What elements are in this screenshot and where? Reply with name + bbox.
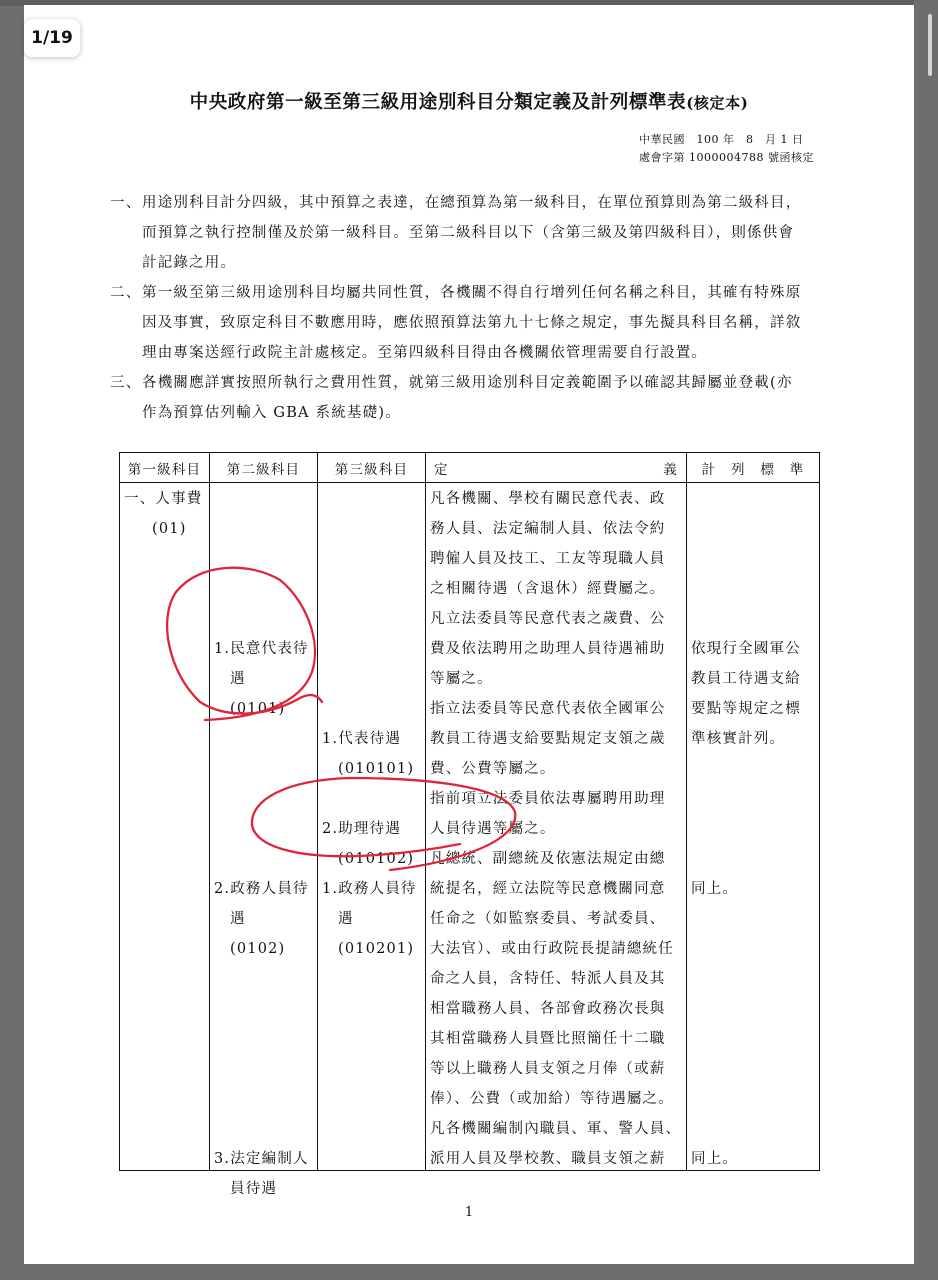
note-2 (110, 278, 830, 368)
header-standard: 計 列 標 準 (687, 453, 820, 483)
cell-text: 遇 (230, 911, 246, 927)
definition-line: 命之人員，含特任、特派人員及其 (430, 971, 666, 987)
notes-section (110, 188, 830, 428)
definition-line: 大法官）、或由行政院長提請總統任 (430, 941, 674, 957)
definition-line: 聘僱人員及技工、工友等現職人員 (430, 551, 666, 567)
cell-text: (01) (152, 521, 187, 537)
definition-line: 務人員、法定編制人員、依法令約 (430, 521, 666, 537)
cell-text: 3.法定編制人 (214, 1151, 309, 1167)
cell-text: 準核實計列。 (691, 731, 786, 747)
cell-text: 2.政務人員待 (214, 881, 309, 897)
definition-line: 指前項立法委員依法專屬聘用助理 (430, 791, 666, 807)
definition-line: 其相當職務人員暨比照簡任十二職 (430, 1031, 666, 1047)
cell-text: (010102) (338, 851, 415, 867)
note-line: 而預算之執行控制僅及於第一級科目。至第二級科目以下（含第三級及第四級科目），則係供會 (142, 225, 795, 241)
definition-line: 統提名，經立法院等民意機關同意 (430, 881, 666, 897)
cell-text: 同上。 (691, 1151, 739, 1167)
note-number: 一、 (110, 195, 142, 211)
note-line: 計記錄之用。 (142, 255, 237, 271)
cell-text: 教員工待遇支給 (691, 671, 801, 687)
definition-line: 凡各機關編制內職員、軍、警人員、 (430, 1121, 682, 1137)
definition-line: 費、公費等屬之。 (430, 761, 556, 777)
cell-text: 員待遇 (230, 1181, 278, 1197)
note-line: 作為預算估列輸入 GBA 系統基礎)。 (142, 405, 401, 421)
header-level1: 第一級科目 (120, 453, 210, 483)
cell-text: 同上。 (691, 881, 739, 897)
header-definition-right: 義 (663, 461, 678, 478)
note-line: 各機關應詳實按照所執行之費用性質，就第三級用途別科目定義範圍予以確認其歸屬並登載(亦 (142, 375, 793, 391)
note-line: 第一級至第三級用途別科目均屬共同性質，各機關不得自行增列任何名稱之科目，其確有特殊原 (142, 285, 802, 301)
cell-text: 要點等規定之標 (691, 701, 801, 717)
definition-line: 之相關待遇（含退休）經費屬之。 (430, 581, 666, 597)
definition-line: 凡立法委員等民意代表之歲費、公 (430, 611, 666, 627)
definition-line: 指立法委員等民意代表依全國軍公 (430, 701, 666, 717)
definition-line: 費及依法聘用之助理人員待遇補助 (430, 641, 666, 657)
cell-text: 依現行全國軍公 (691, 641, 801, 657)
cell-text: 遇 (230, 671, 246, 687)
cell-text: 遇 (338, 911, 354, 927)
title-suffix: (核定本) (686, 94, 749, 112)
title-main: 中央政府第一級至第三級用途別科目分類定義及計列標準表 (189, 92, 687, 113)
column-level1 (120, 483, 210, 1171)
page-number: 1 (464, 1205, 474, 1220)
note-line: 因及事實，致原定科目不數應用時，應依照預算法第九十七條之規定，事先擬具科目名稱，詳敘 (142, 315, 802, 331)
cell-text: (0101) (230, 701, 286, 717)
definition-line: 等以上職務人員支領之月俸（或薪 (430, 1061, 666, 1077)
approval-date: 中華民國 100 年 8 月 1 日 (639, 133, 804, 146)
page-indicator: 1/19 (24, 19, 80, 57)
column-definition (426, 483, 687, 1171)
scrollbar-thumb[interactable] (928, 14, 932, 76)
cell-text: 1.代表待遇 (322, 731, 402, 747)
approval-doc-number: 處會字第 1000004788 號函核定 (639, 151, 814, 164)
definition-line: 任命之（如監察委員、考試委員、 (430, 911, 666, 927)
approval-info (639, 131, 814, 167)
definition-line: 俸）、公費（或加給）等待遇屬之。 (430, 1091, 674, 1107)
column-level2 (210, 483, 318, 1197)
cell-text: 一、人事費 (124, 491, 203, 507)
cell-text: (0102) (230, 941, 286, 957)
note-1 (110, 188, 830, 278)
definition-line: 教員工待遇支給要點規定支領之歲 (430, 731, 666, 747)
classification-table (119, 452, 820, 1197)
note-number: 三、 (110, 375, 142, 391)
table-body-row (120, 483, 820, 1171)
cell-text: (010101) (338, 761, 415, 777)
header-level3: 第三級科目 (318, 453, 426, 483)
cell-text: 1.政務人員待 (322, 881, 417, 897)
header-level2: 第二級科目 (210, 453, 318, 483)
column-level3 (318, 483, 426, 1171)
cell-text: 1.民意代表待 (214, 641, 309, 657)
definition-line: 派用人員及學校教、職員支領之薪 (430, 1151, 666, 1167)
header-definition (426, 453, 687, 483)
definition-line: 凡總統、副總統及依憲法規定由總 (430, 851, 666, 867)
scrollbar-track[interactable] (914, 0, 938, 1280)
definition-line: 相當職務人員、各部會政務次長與 (430, 1001, 666, 1017)
definition-line: 等屬之。 (430, 671, 493, 687)
document-title (0, 88, 938, 114)
table-header-row (120, 453, 820, 483)
column-standard (687, 483, 820, 1171)
cell-text: (010201) (338, 941, 415, 957)
note-number: 二、 (110, 285, 142, 301)
note-3 (110, 368, 830, 428)
note-line: 理由專案送經行政院主計處核定。至第四級科目得由各機關依管理需要自行設置。 (142, 345, 708, 361)
note-line: 用途別科目計分四級，其中預算之表達，在總預算為第一級科目，在單位預算則為第二級科目， (142, 195, 802, 211)
header-definition-left: 定 (434, 461, 449, 478)
cell-text: 2.助理待遇 (322, 821, 402, 837)
definition-line: 凡各機關、學校有關民意代表、政 (430, 491, 666, 507)
definition-line: 人員待遇等屬之。 (430, 821, 556, 837)
